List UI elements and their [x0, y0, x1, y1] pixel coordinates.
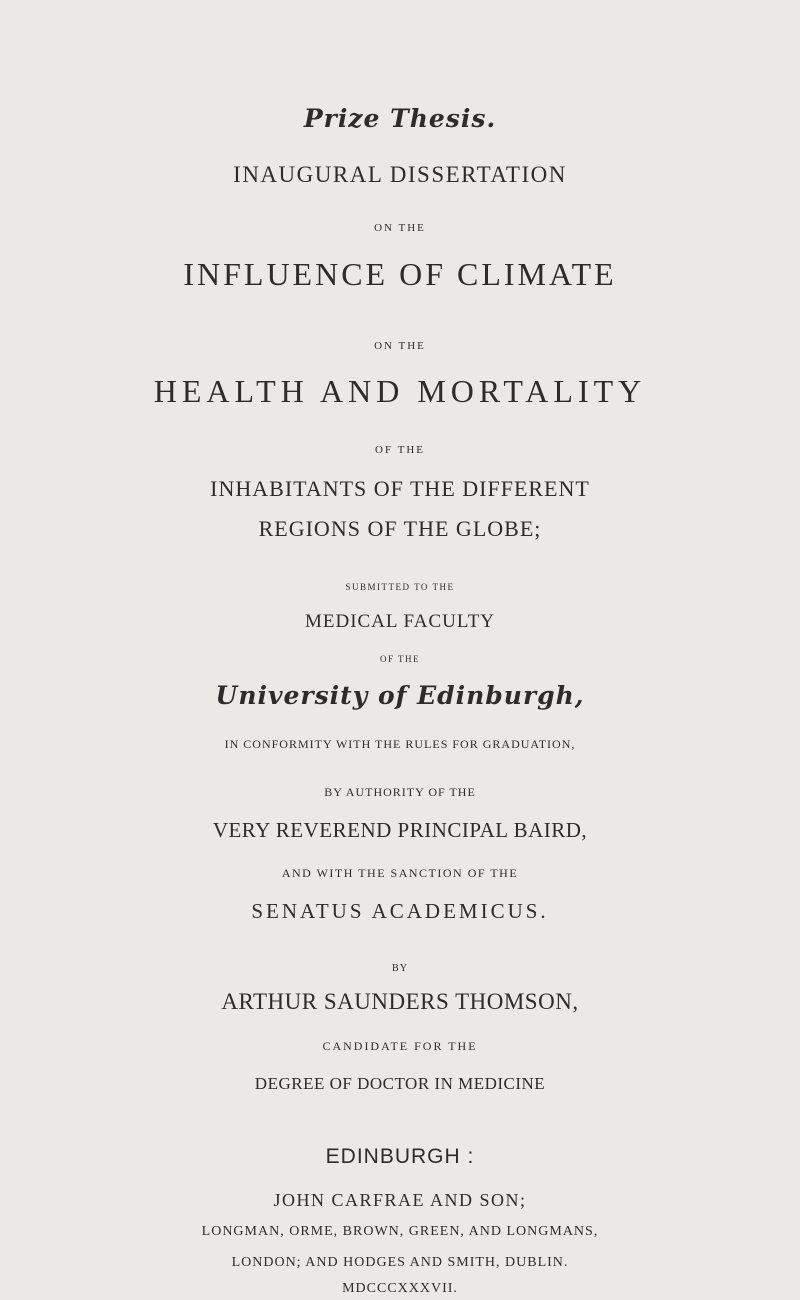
candidate-line: CANDIDATE FOR THE — [322, 1039, 478, 1053]
of-the-line-2: OF THE — [379, 654, 421, 664]
health-and-mortality-title: HEALTH AND MORTALITY — [153, 373, 647, 409]
submitted-line: SUBMITTED TO THE — [345, 582, 455, 592]
booksellers-line-1: LONGMAN, ORME, BROWN, GREEN, AND LONGMANS, — [201, 1224, 599, 1239]
regions-line: REGIONS OF THE GLOBE; — [258, 516, 542, 541]
imprint-city: EDINBURGH : — [325, 1145, 475, 1168]
of-the-line-1: OF THE — [375, 444, 425, 456]
authority-line: BY AUTHORITY OF THE — [324, 785, 476, 799]
medical-faculty-line: MEDICAL FACULTY — [304, 611, 496, 632]
degree-line: DEGREE OF DOCTOR IN MEDICINE — [254, 1074, 546, 1093]
sanction-line: AND WITH THE SANCTION OF THE — [281, 866, 519, 880]
conformity-line: IN CONFORMITY WITH THE RULES FOR GRADUATION, — [224, 737, 576, 751]
inhabitants-line: INHABITANTS OF THE DIFFERENT — [210, 476, 590, 501]
senatus-academicus-line: SENATUS ACADEMICUS. — [251, 899, 549, 923]
imprint-year: MDCCCXXXVII. — [342, 1281, 458, 1296]
on-the-line-2: ON THE — [374, 340, 426, 352]
influence-of-climate-title: INFLUENCE OF CLIMATE — [183, 256, 617, 292]
booksellers-line-2: LONDON; AND HODGES AND SMITH, DUBLIN. — [231, 1255, 569, 1270]
publisher-line: JOHN CARFRAE AND SON; — [273, 1190, 527, 1210]
dissertation-line: INAUGURAL DISSERTATION — [233, 162, 567, 187]
on-the-line-1: ON THE — [374, 222, 426, 234]
principal-line: VERY REVEREND PRINCIPAL BAIRD, — [212, 818, 588, 842]
prize-thesis-heading: Prize Thesis. — [303, 104, 497, 133]
author-name: ARTHUR SAUNDERS THOMSON, — [221, 989, 579, 1014]
university-of-edinburgh: University of Edinburgh, — [215, 681, 585, 710]
by-line: BY — [392, 963, 408, 974]
